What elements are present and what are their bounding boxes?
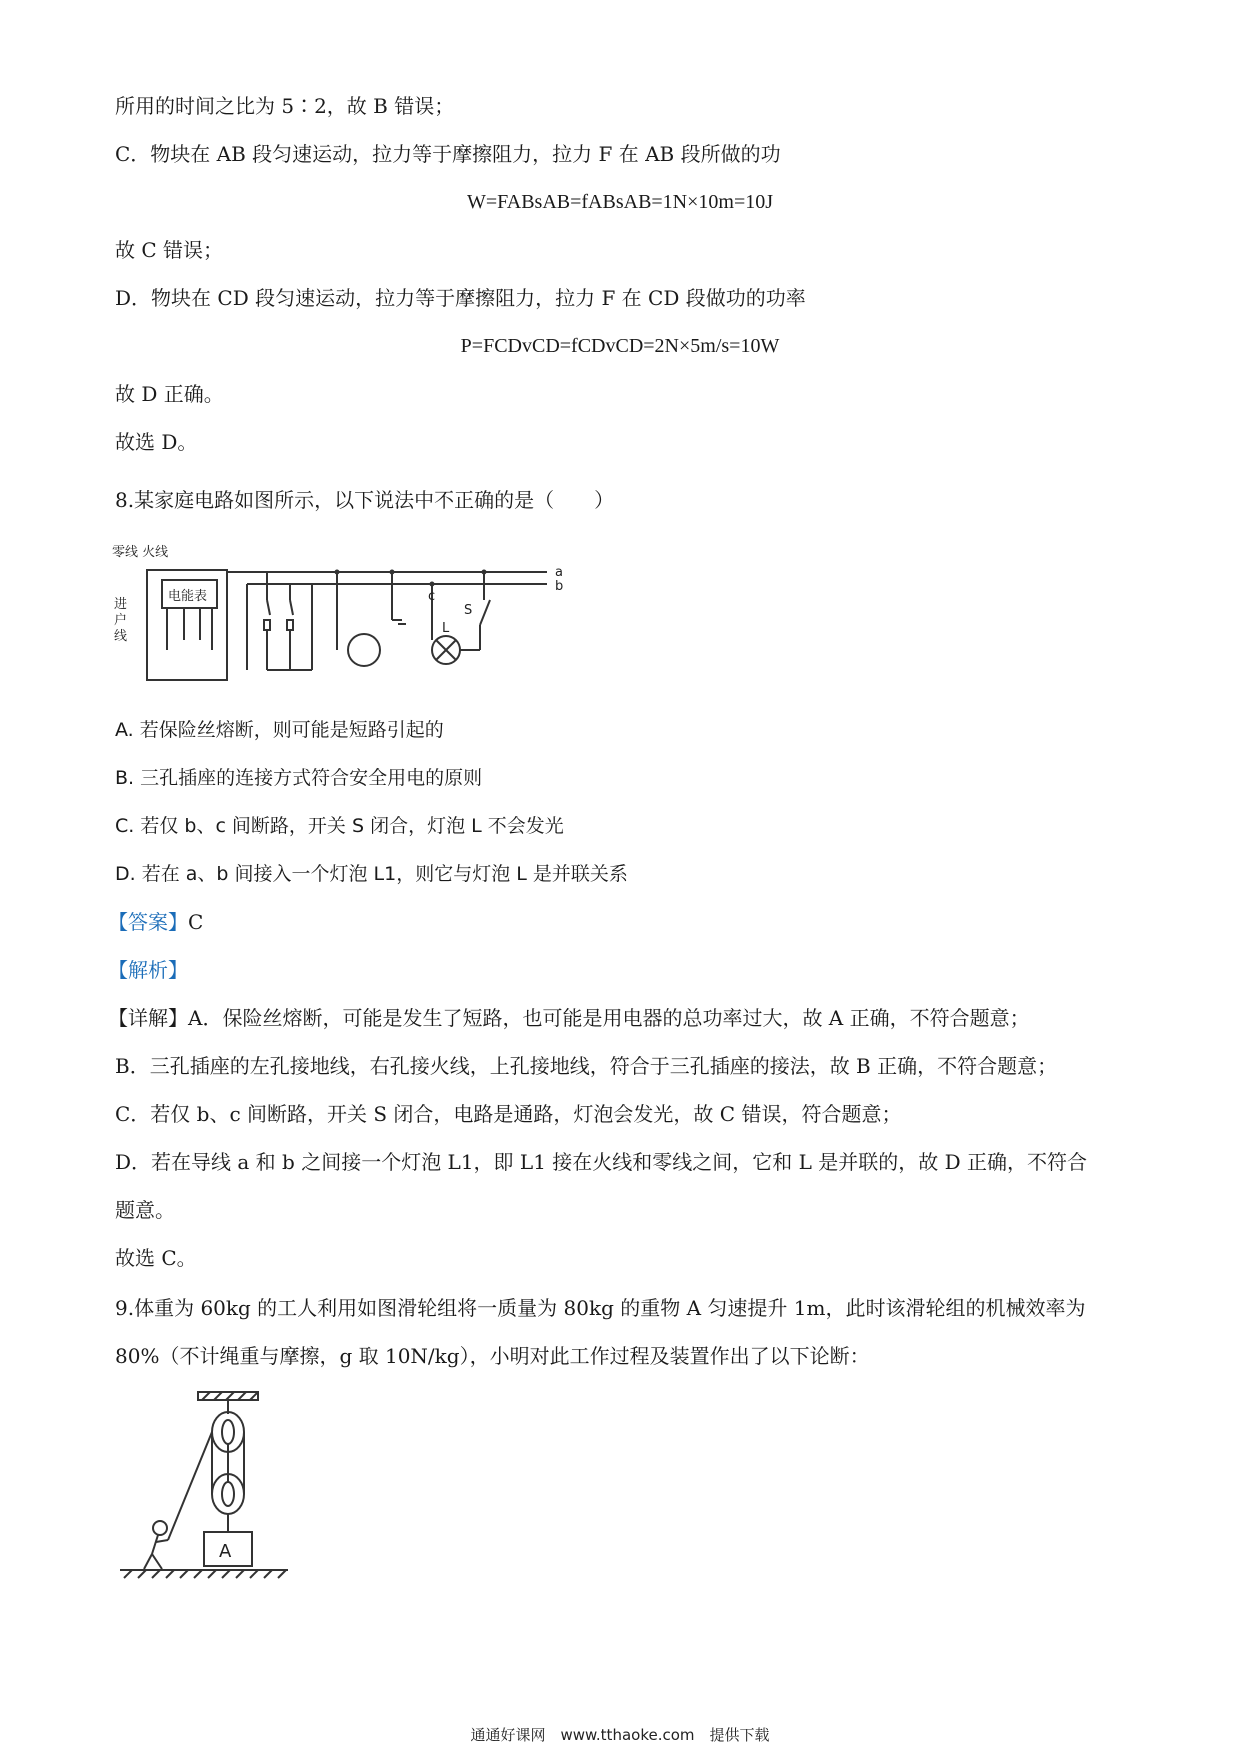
text-line: 故 D 正确。: [115, 382, 224, 406]
question-9-stem-line2: 80%（不计绳重与摩擦，g 取 10N/kg），小明对此工作过程及装置作出了以下论断：: [115, 1344, 870, 1368]
household-circuit-diagram: [112, 540, 592, 690]
option-c: C. 若仅 b、c 间断路，开关 S 闭合，灯泡 L 不会发光: [115, 815, 564, 837]
label-entry-3: 线: [114, 629, 128, 644]
detail-a-text: A．保险丝熔断，可能是发生了短路，也可能是用电器的总功率过大，故 A 正确，不符合题意；: [188, 1006, 1030, 1030]
option-a: A. 若保险丝熔断，则可能是短路引起的: [115, 719, 444, 741]
switch-label: S: [464, 603, 473, 618]
answer-line: [108, 908, 203, 936]
detail-line-a: [108, 1004, 1030, 1032]
option-d: D. 若在 a、b 间接入一个灯泡 L1，则它与灯泡 L 是并联关系: [115, 863, 628, 885]
q8-conclusion: 故选 C。: [115, 1246, 197, 1270]
detail-line-d-cont: 题意。: [115, 1198, 175, 1222]
node-c-label: c: [428, 589, 436, 604]
label-entry-1: 进: [114, 597, 128, 612]
answer-value: C: [188, 910, 204, 934]
text-line: 故 C 错误；: [115, 238, 224, 262]
detail-tag: 【详解】: [108, 1006, 188, 1030]
detail-line-d: D．若在导线 a 和 b 之间接一个灯泡 L1，即 L1 接在火线和零线之间，它和 L 是并联的，故 D 正确，不符合: [115, 1150, 1088, 1174]
question-8-stem: 8.某家庭电路如图所示，以下说法中不正确的是（ ）: [115, 488, 615, 512]
wire-b-label: b: [555, 579, 564, 594]
option-b: B. 三孔插座的连接方式符合安全用电的原则: [115, 767, 483, 789]
label-neutral-live: 零线 火线: [112, 545, 169, 560]
question-9-stem-line1: 9.体重为 60kg 的工人利用如图滑轮组将一质量为 80kg 的重物 A 匀速提升 1m，此时该滑轮组的机械效率为: [115, 1296, 1086, 1320]
equation-power: P=FCDvCD=fCDvCD=2N×5m/s=10W: [460, 335, 780, 357]
detail-line-c: C．若仅 b、c 间断路，开关 S 闭合，电路是通路，灯泡会发光，故 C 错误，符合题意；: [115, 1102, 902, 1126]
pulley-diagram: [120, 1390, 290, 1580]
answer-tag: 【答案】: [108, 910, 188, 934]
weight-a-label: A: [219, 1541, 232, 1562]
text-line: 故选 D。: [115, 430, 198, 454]
text-line: 所用的时间之比为 5∶2，故 B 错误；: [115, 94, 455, 118]
text-line: D．物块在 CD 段匀速运动，拉力等于摩擦阻力，拉力 F 在 CD 段做功的功率: [115, 286, 806, 310]
text-line: C．物块在 AB 段匀速运动，拉力等于摩擦阻力，拉力 F 在 AB 段所做的功: [115, 142, 781, 166]
label-entry-2: 户: [114, 613, 128, 628]
analysis-tag: 【解析】: [108, 958, 188, 982]
detail-line-b: B．三孔插座的左孔接地线，右孔接火线，上孔接地线，符合于三孔插座的接法，故 B 正确，不符合题意；: [115, 1054, 1058, 1078]
meter-label: 电能表: [168, 589, 208, 604]
lamp-label: L: [442, 621, 450, 636]
wire-a-label: a: [555, 565, 563, 580]
equation-work: W=FABsAB=fABsAB=1N×10m=10J: [466, 191, 774, 213]
page-footer: 通通好课网 www.tthaoke.com 提供下载: [470, 1726, 770, 1744]
